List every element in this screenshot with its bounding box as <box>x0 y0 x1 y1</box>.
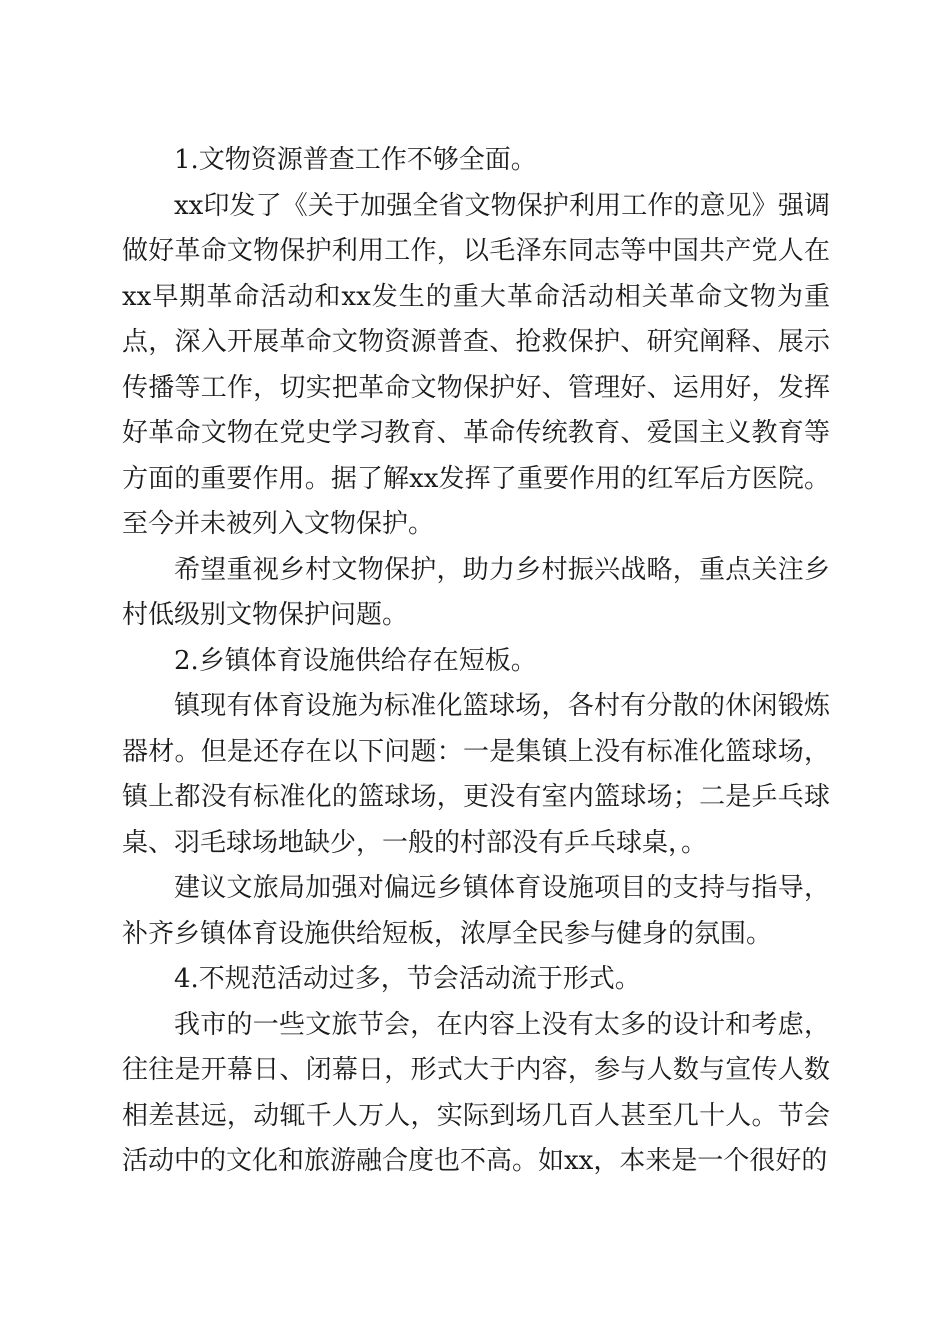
paragraph-3: 镇现有体育设施为标准化篮球场，各村有分散的休闲锻炼器材。但是还存在以下问题：一是集镇上没有标准化篮球场，镇上都没有标准化的篮球场，更没有室内篮球场；二是乒乓球桌、羽毛球场地缺少，一般的村部没有乒乓球桌，。 <box>122 691 830 858</box>
heading-2: 2.乡镇体育设施供给存在短板。 <box>174 645 537 676</box>
document-body <box>122 138 830 1185</box>
heading-1: 1.文物资源普查工作不够全面。 <box>174 145 537 175</box>
paragraph-5: 我市的一些文旅节会，在内容上没有太多的设计和考虑，往往是开幕日、闭幕日，形式大于内容，参与人数与宣传人数相差甚远，动辄千人万人，实际到场几百人甚至几十人。节会活动中的文化和旅游融合度也不高。如xx，本来是一个很好的 <box>122 1009 830 1176</box>
paragraph-1: xx印发了《关于加强全省文物保护利用工作的意见》强调做好革命文物保护利用工作，以毛泽东同志等中国共产党人在xx早期革命活动和xx发生的重大革命活动相关革命文物为重点，深入开展革命文物资源普查、抢救保护、研究阐释、展示传播等工作，切实把革命文物保护好、管理好、运用好，发挥好革命文物在党史学习教育、革命传统教育、爱国主义教育等方面的重要作用。据了解xx发挥了重要作用的红军后方医院。至今并未被列入文物保护。 <box>122 190 830 539</box>
paragraph-2: 希望重视乡村文物保护，助力乡村振兴战略，重点关注乡村低级别文物保护问题。 <box>122 554 830 630</box>
heading-4: 4.不规范活动过多，节会活动流于形式。 <box>174 964 641 994</box>
paragraph-4: 建议文旅局加强对偏远乡镇体育设施项目的支持与指导，补齐乡镇体育设施供给短板，浓厚全民参与健身的氛围。 <box>122 873 830 949</box>
